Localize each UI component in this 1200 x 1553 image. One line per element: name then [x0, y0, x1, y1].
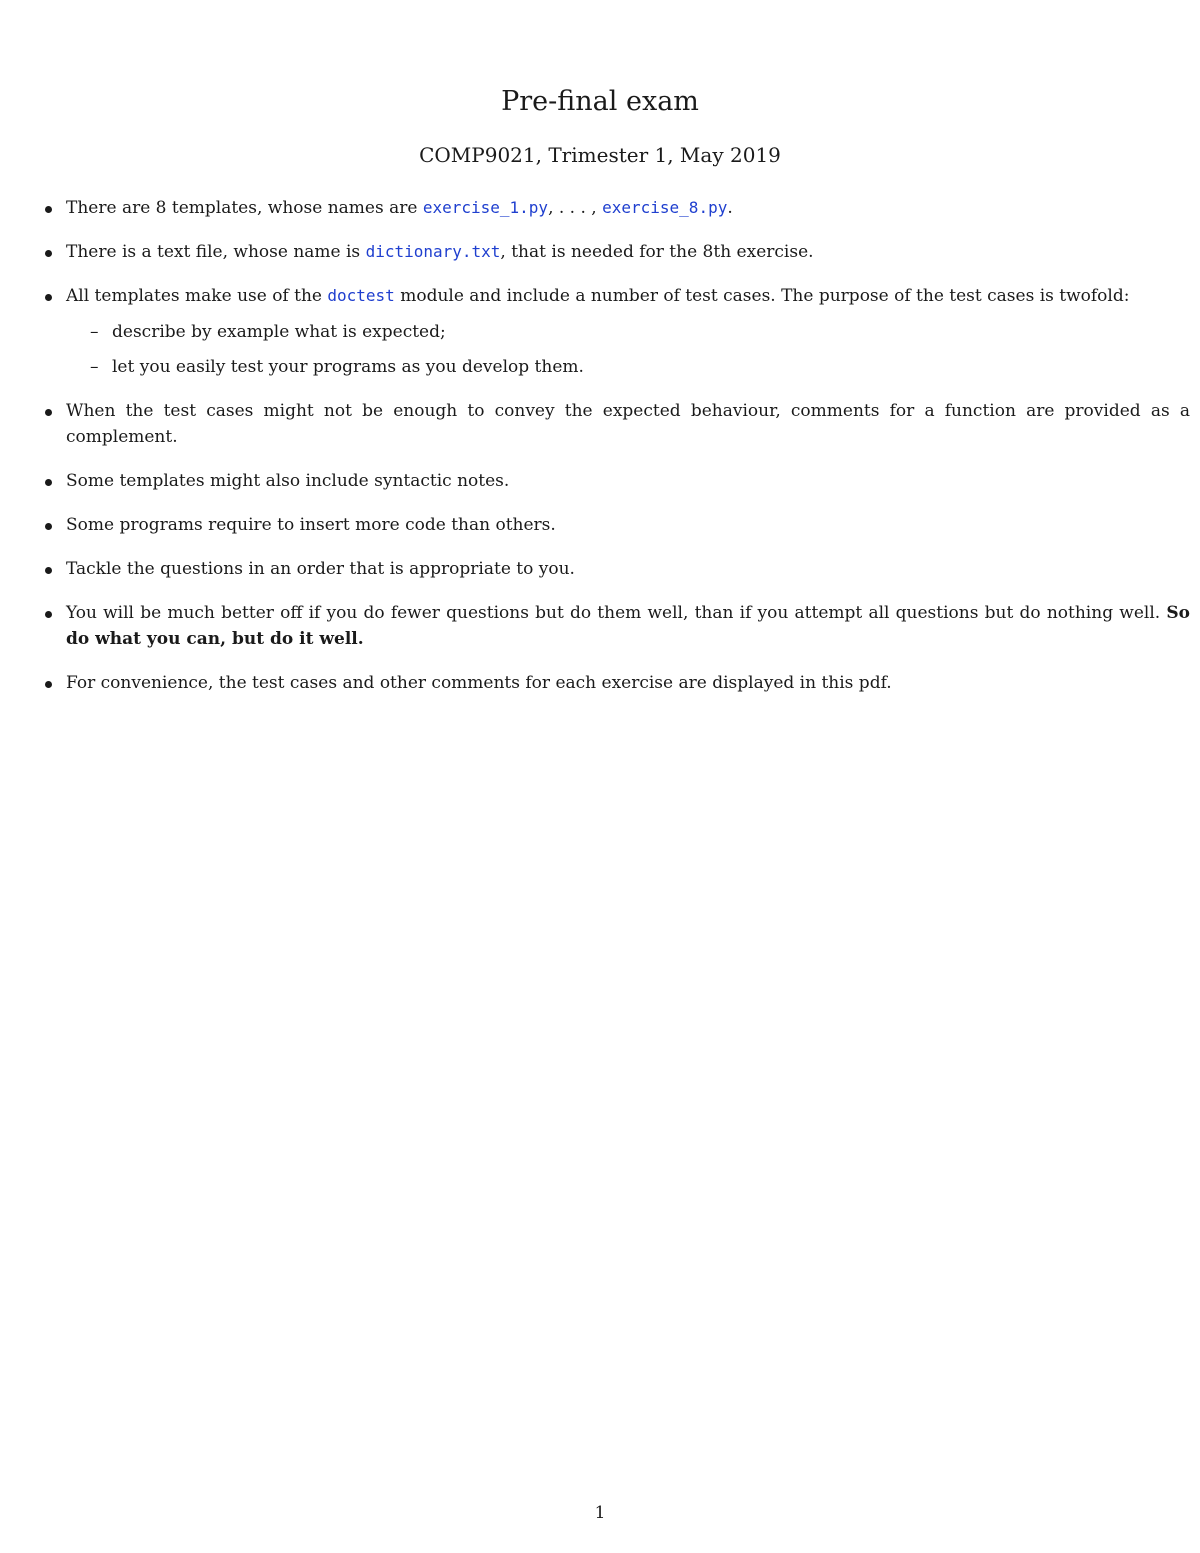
filename-code: exercise_8.py: [602, 198, 728, 217]
item-text: There is a text file, whose name is: [66, 242, 366, 262]
sub-list: [66, 319, 1190, 380]
list-item: [66, 283, 1190, 380]
list-item: [66, 195, 1190, 221]
page-subtitle: COMP9021, Trimester 1, May 2019: [419, 143, 781, 167]
list-item: When the test cases might not be enough to convey the expected behaviour, comments for a function are provided as a complement.: [66, 398, 1190, 450]
module-code: doctest: [327, 286, 395, 305]
sub-list-item: – describe by example what is expected;: [112, 319, 1190, 345]
item-text: , that is needed for the 8th exercise.: [500, 242, 814, 262]
list-item: Tackle the questions in an order that is appropriate to you.: [66, 556, 1190, 582]
page-title: Pre-final exam: [501, 86, 699, 117]
list-item: Some templates might also include syntactic notes.: [66, 468, 1190, 494]
filename-code: dictionary.txt: [365, 242, 501, 261]
list-item: [66, 239, 1190, 265]
page-number: 1: [594, 1503, 606, 1523]
item-text: You will be much better off if you do fewer questions but do them well, than if you attempt all questions but do nothing well.: [66, 603, 1167, 623]
filename-code: exercise_1.py: [422, 198, 549, 217]
sub-list-item: – let you easily test your programs as you develop them.: [112, 354, 1190, 380]
instructions-list: [66, 195, 1190, 714]
item-text: All templates make use of the: [66, 286, 328, 306]
item-text: .: [727, 198, 733, 218]
item-text: , . . . ,: [548, 198, 603, 218]
emphasis-text: So do what you can, but do it well.: [66, 603, 1190, 649]
list-item: For convenience, the test cases and other comments for each exercise are displayed in this pdf.: [66, 670, 1190, 696]
item-text: There are 8 templates, whose names are: [66, 198, 423, 218]
item-text: module and include a number of test cases. The purpose of the test cases is twofold:: [394, 286, 1130, 306]
list-item: [66, 600, 1190, 652]
list-item: Some programs require to insert more code than others.: [66, 512, 1190, 538]
